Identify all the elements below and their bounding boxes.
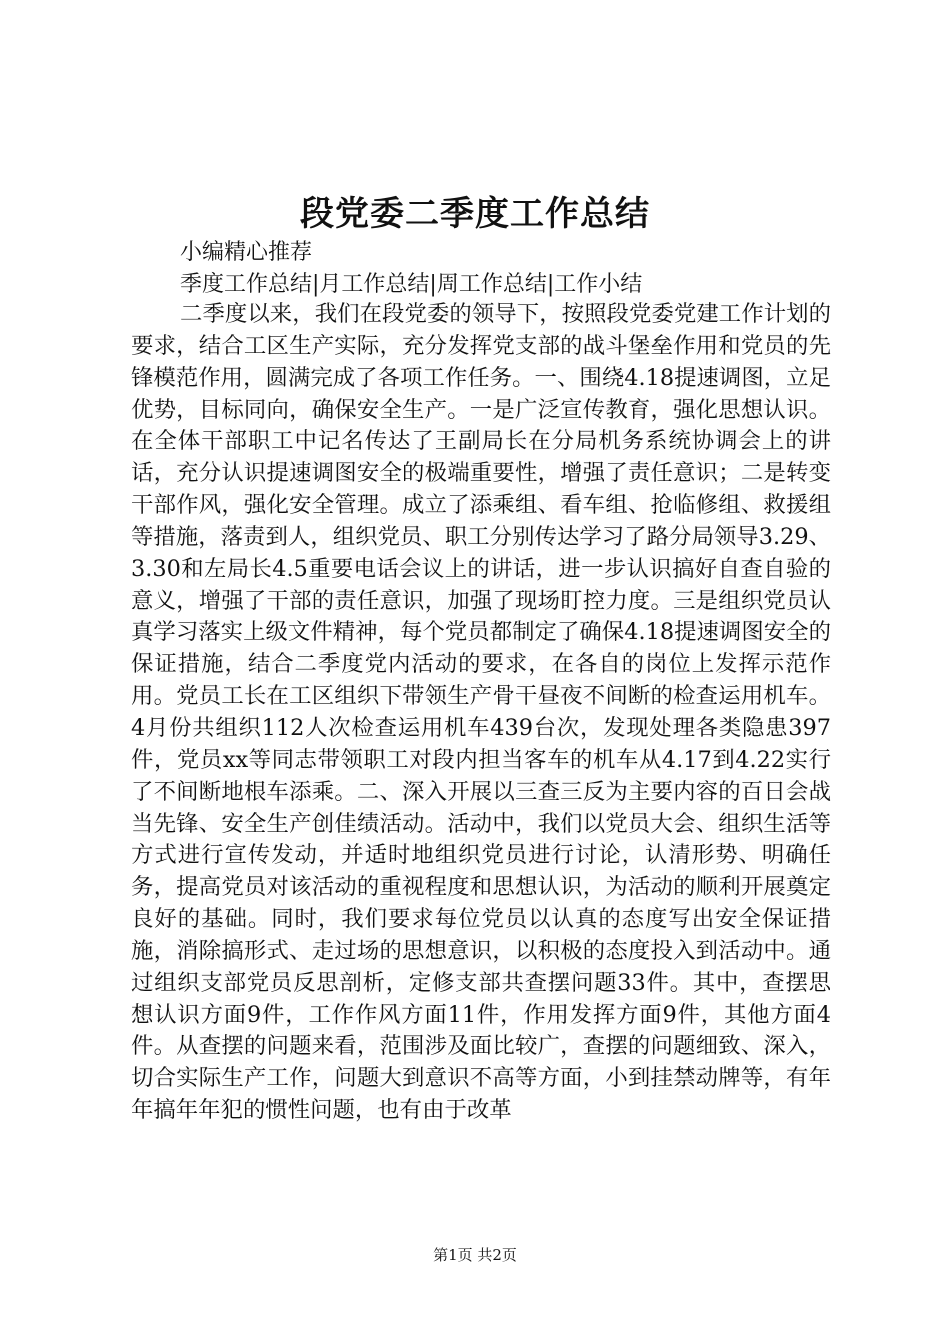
page-footer: 第1页 共2页 <box>433 1246 517 1264</box>
document-title: 段党委二季度工作总结 <box>300 194 650 234</box>
recommend-line: 小编精心推荐 <box>180 240 313 265</box>
body-paragraph: 二季度以来，我们在段党委的领导下，按照段党委党建工作计划的要求，结合工区生产实际，充分发挥党支部的战斗堡垒作用和党员的先锋模范作用，圆满完成了各项工作任务。一、围绕4.18提速调图，立足优势，目标同向，确保安全生产。一是广泛宣传教育，强化思想认识。在全体干部职工中记名传达了王副局长在分局机务系统协调会上的讲话，充分认识提速调图安全的极端重要性，增强了责任意识；二是转变干部作风，强化安全管理。成立了添乘组、看车组、抢临修组、救援组等措施，落责到人，组织党员、职工分别传达学习了路分局领导3.29、3.30和左局长4.5重要电话会议上的讲话，进一步认识搞好自查自验的意义，增强了干部的责任意识，加强了现场盯控力度。三是组织党员认真学习落实上级文件精神，每个党员都制定了确保4.18提速调图安全的保证措施，结合二季度党内活动的要求，在各自的岗位上发挥示范作用。党员工长在工区组织下带领生产骨干昼夜不间断的检查运用机车。4月份共组织112人次检查运用机车439台次，发现处理各类隐患397件，党员xx等同志带领职工对段内担当客车的机车从4.17到4.22实行了不间断地根车添乘。二、深入开展以三查三反为主要内容的百日会战当先锋、安全生产创佳绩活动。活动中，我们以党员大会、组织生活等方式进行宣传发动，并适时地组织党员进行讨论，认清形势、明确任务，提高党员对该活动的重视程度和思想认识，为活动的顺利开展奠定良好的基础。同时，我们要求每位党员以认真的态度写出安全保证措施，消除搞形式、走过场的思想意识，以积极的态度投入到活动中。通过组织支部党员反思剖析，定修支部共查摆问题33件。其中，查摆思想认识方面9件，工作作风方面11件，作用发挥方面9件，其他方面4件。从查摆的问题来看，范围涉及面比较广，查摆的问题细致、深入，切合实际生产工作，问题大到意识不高等方面，小到挂禁动牌等，有年年搞年年犯的惯性问题，也有由于改革 <box>131 301 831 1124</box>
category-line: 季度工作总结|月工作总结|周工作总结|工作小结 <box>180 272 643 297</box>
